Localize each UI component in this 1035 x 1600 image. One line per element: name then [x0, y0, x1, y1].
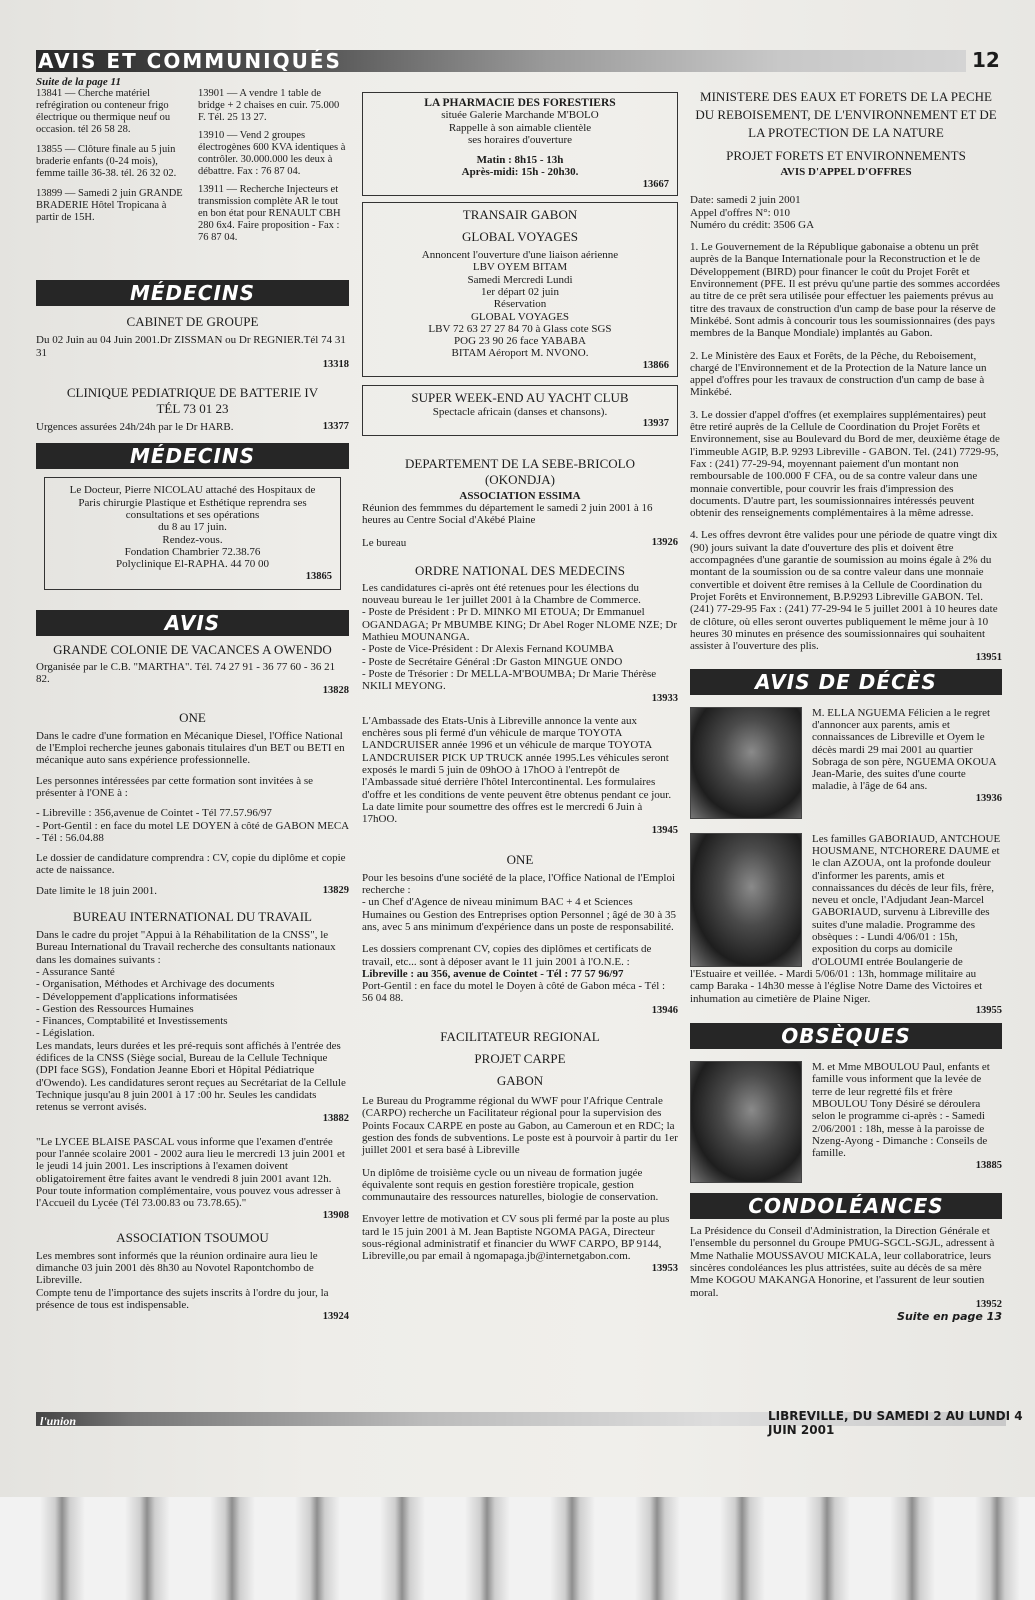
- transair-box: [362, 202, 678, 377]
- tsoumou-paragraph: Les membres sont informés que la réunion ordinaire aura lieu le dimanche 03 juin 2001 dès 8h30 au Novotel Rapontchombo de Libreville.: [36, 1249, 318, 1287]
- nicolau-line: Paris chirurgie Plastique et Esthétique reprendra ses: [78, 496, 307, 509]
- bit-item: - Finances, Comptabilité et Investissements: [36, 1015, 228, 1028]
- nicolau-line: consultations et ses opérations: [125, 509, 260, 522]
- carpe-paragraph: Le Bureau du Programme régional du WWF pour l'Afrique Centrale (CARPO) recherche un Facilitateur régional pour la supervision des Points Focaux CARPE en poste au Gabon, au Cameroun et en RDC; la gestion des fonds de subventions. Le poste est à pourvoir à partir du 1er juillet 2001 et sera basé à Libreville: [362, 1095, 678, 1157]
- condoleances-header: CONDOLÉANCES: [690, 1193, 1002, 1219]
- ref-number: 13937: [642, 418, 669, 430]
- projet-title: PROJET FORETS ET ENVIRONNEMENTS: [726, 148, 966, 163]
- page-number: 12: [972, 48, 1000, 72]
- classified-ad: 13841 — Cherche matériel refrégiration ou conteneur frigo électrique ou thermique neuf ou occasion. tél 26 58 28.: [36, 88, 171, 136]
- ordre-item: - Poste de Vice-Président : Dr Alexis Fernand KOUMBA: [362, 643, 615, 656]
- one2-paragraph: - un Chef d'Agence de niveau minimum BAC + 4 et Sciences Humaines ou Gestion des Entreprises option Personnel ; âgé de 30 à 35 ans, avec 5 ans minimum d'expérience dans un poste de responsabilité.: [362, 896, 677, 933]
- ref-number: 13377: [322, 421, 349, 433]
- transair-line: POG 23 90 26 face YABABA: [454, 335, 586, 348]
- section-title: AVIS ET COMMUNIQUÉS: [38, 49, 342, 73]
- classified-ad: 13855 — Clôture finale au 5 juin braderie enfants (0-24 mois), femme taille 36-38. tél. 26 32 02.: [36, 144, 177, 180]
- classifieds: [36, 88, 349, 280]
- one2-portgentil: Port-Gentil : en face du motel le Doyen à côté de Gabon méca - Tél : 56 04 88.: [362, 980, 666, 1005]
- deces-text: Les familles GABORIAUD, ANTCHOUE HOUSMANE, NTCHORERE DAUME et le clan AZOUA, ont la profonde douleur d'informer les parents, amis et connaissances du décès de leur fils, frère, neveu et oncle, l'Adjudant Jean-Marcel GABORIAUD, survenu à Libreville des suites d'une maladie. Programme des obsèques : - Lundi 4/06/01 : 15h, exposition du corps au domicile d'OLOUMI entrée Boulangerie de l'Estuaire et veillée. - Mardi 5/06/01 : 13h, hommage militaire au camp Baraka - 14h30 messe à l'église Notre Dame des Victoires et inhumation au cimetière de Plaine Niger.: [690, 832, 1001, 1005]
- column-3: [690, 88, 1002, 1324]
- transair-line: 1er départ 02 juin: [481, 285, 559, 298]
- carpe-paragraph: Un diplôme de troisième cycle ou un niveau de formation jugée équivalente sont requis en gestion forestière tropicale, gestion communautaire des ressources naturelles, biologie de conservation.: [362, 1166, 659, 1204]
- ref-number: 13908: [322, 1209, 349, 1221]
- nicolau-line: Le Docteur, Pierre NICOLAU attaché des Hospitaux de: [69, 484, 316, 497]
- yacht-text: Spectacle africain (danses et chansons).: [432, 406, 608, 419]
- transair-line: BITAM Aéroport M. NVONO.: [451, 347, 589, 360]
- carpe-title-3: GABON: [496, 1073, 544, 1089]
- aao-date: Date: samedi 2 juin 2001: [690, 194, 801, 207]
- aao-credit: Numéro du crédit: 3506 GA: [690, 218, 815, 231]
- carpe-paragraph: Envoyer lettre de motivation et CV sous pli fermé par la poste au plus tard le 15 juin 2001 à M. Jean Baptiste NGOMA PAGA, Directeur sous-régional administratif et financier du WWF CARPO, BP 9144, Libreville,ou par email à ngomapaga.jb@internetgabon.com.: [362, 1213, 670, 1263]
- yacht-title: SUPER WEEK-END AU YACHT CLUB: [411, 390, 629, 406]
- one-paragraph: Le dossier de candidature comprendra : CV, copie du diplôme et copie acte de naissance.: [36, 852, 346, 877]
- bit-title: BUREAU INTERNATIONAL DU TRAVAIL: [73, 909, 312, 925]
- scan-edge-band: [0, 1497, 1035, 1600]
- carpe-title-2: PROJET CARPE: [474, 1051, 566, 1067]
- aao-title: AVIS D'APPEL D'OFFRES: [780, 166, 912, 178]
- one2-title: ONE: [506, 851, 534, 867]
- ref-number: 13955: [975, 1004, 1002, 1016]
- nicolau-line: Polyclinique El-RAPHA. 44 70 00: [115, 558, 270, 571]
- ref-number: 13952: [975, 1298, 1002, 1310]
- one-paragraph: - Port-Gentil : en face du motel LE DOYEN à côté de GABON MECA - Tél : 56.04.88: [36, 819, 349, 844]
- medecins-header: MÉDECINS: [36, 280, 349, 306]
- ref-number: 13885: [975, 1159, 1002, 1171]
- sebe-title: DEPARTEMENT DE LA SEBE-BRICOLO: [405, 455, 635, 471]
- avis-header: AVIS: [36, 610, 349, 636]
- ordre-item: - Poste de Président : Pr D. MINKO MI ETOUA; Dr Emmanuel OGANDAGA; Pr MBUMBE KING; Dr Abel Roger NLOME NZE; Dr Mathieu MOUNANGA.: [362, 606, 678, 644]
- one-deadline: Date limite le 18 juin 2001.: [36, 884, 157, 897]
- bit-item: - Législation.: [36, 1027, 95, 1040]
- cabinet-title: CABINET DE GROUPE: [126, 314, 259, 330]
- lycee-text: "Le LYCEE BLAISE PASCAL vous informe que l'examen d'entrée pour l'année scolaire 2001 - 2002 aura lieu le mercredi 13 juin 2001 et le jeudi 14 juin 2001. Les inscriptions à l'examen doivent obligatoirement être faites avant le vendredi 8 juin 2001 avant 12h. Pour toute information complémentaire, vous pouvez vous adresser à l'Accueil du Lycée (Tél 73.00.83 ou 73.78.65).": [36, 1135, 345, 1210]
- ref-number: 13828: [322, 685, 349, 697]
- deces-text: M. ELLA NGUEMA Félicien a le regret d'annoncer aux parents, amis et connaissances de Libreville et Oyem le décès mardi 29 mai 2001 au quartier Sobraga de son père, NGUEMA OKOUA Jean-Marie, des suites d'une courte maladie, à l'âge de 64 ans.: [812, 706, 996, 793]
- aao-paragraph: 3. Le dossier d'appel d'offres (et exemplaires supplémentaires) peut être retiré auprès de la Cellule de Coordination du Projet Forêts et Environnement, sise au Boulevard du Bord de mer, deuxième étage de l'immeuble AGIP, B.P. 9293 Libreville - GABON. Tel. (241) 7729-95, Fax : (241) 77-29-94, moyennant paiement d'un montant non remboursable de 100.000 F CFA, ou de sa contre valeur dans une monnaie convertible, pour couvrir les frais d'impression des documents. D'autre part, les soumissionnaires intéressés peuvent obtenir des renseignements complémentaires à la même adresse.: [690, 408, 1000, 520]
- condoleances-text: La Présidence du Conseil d'Administration, la Direction Générale et l'ensemble du personnel du Groupe PMUG-SGCL-SGJL, adressent à Mme Nathalie MOUSSAVOU MICKALA, leur collaboratrice, leurs sincères condoléances les plus attristées, suite au décès de sa mère Mme KOGOU MAKANGA Honorine, et l'assurent de leur soutien moral.: [690, 1225, 995, 1299]
- column-1: [36, 76, 349, 1324]
- colonie-text: Organisée par le C.B. "MARTHA". Tél. 74 27 91 - 36 77 60 - 36 21 82.: [36, 660, 336, 686]
- pharmacie-line: située Galerie Marchande M'BOLO: [441, 109, 599, 122]
- ref-number: 13936: [975, 792, 1002, 804]
- ref-number: 13318: [322, 358, 349, 370]
- one-title: ONE: [179, 709, 206, 725]
- continued-next: Suite en page 13: [897, 1310, 1002, 1324]
- one-paragraph: - Libreville : 356,avenue de Cointet - Tél 77.57.96/97: [36, 807, 272, 820]
- ref-number: 13667: [642, 178, 669, 190]
- column-2: [362, 92, 678, 1275]
- aao-paragraph: 1. Le Gouvernement de la République gabonaise a obtenu un prêt auprès de la Banque Internationale pour la Reconstruction et le de Développement (BIRD) pour financer le coût du Projet Forêt et Environnement (PFE. Il est prévu qu'une partie des sommes accordées au titre de ce prêt sera utilisée pour effectuer les paiements prévus au titre des travaux de construction d'un camp de base pour la réserve de Minkébé. Sont admis à concourir tous les soumissionnaires (des pays membres de la Banque Mondiale) implantés au Gabon.: [690, 241, 1000, 340]
- ref-number: 13926: [651, 536, 678, 548]
- medecins-header: MÉDECINS: [36, 443, 349, 469]
- union-logo: l'union: [40, 1414, 77, 1428]
- transair-line: LBV OYEM BITAM: [472, 261, 568, 274]
- transair-line: Samedi Mercredi Lundi: [467, 273, 573, 286]
- ref-number: 13951: [975, 652, 1002, 664]
- obseques-header: OBSÈQUES: [690, 1023, 1002, 1049]
- one2-paragraph: Les dossiers comprenant CV, copies des diplômes et certificats de travail, etc... sont à déposer avant le 11 juin 2001 à l'O.N.E. :: [362, 943, 652, 968]
- classified-ad: 13911 — Recherche Injecteurs et transmission complète AR le tout en bon état pour RENAULT CBH 280 6x4. Faire proposition - Fax : 76 87 04.: [198, 184, 341, 244]
- ref-number: 13946: [651, 1004, 678, 1016]
- clinique-text: Urgences assurées 24h/24h par le Dr HARB.: [36, 421, 234, 434]
- ref-number: 13924: [322, 1311, 349, 1323]
- one2-libreville: Libreville : au 356, avenue de Cointet - Tél : 77 57 96/97: [362, 967, 624, 980]
- pharmacie-apres-midi: Après-midi: 15h - 20h30.: [461, 166, 579, 179]
- aao-number: Appel d'offres N°: 010: [690, 206, 790, 219]
- ref-number: 13866: [642, 359, 669, 371]
- carpe-title: FACILITATEUR REGIONAL: [440, 1029, 600, 1045]
- ordre-title: ORDRE NATIONAL DES MEDECINS: [414, 562, 626, 578]
- clinique-tel: TÉL 73 01 23: [156, 401, 229, 417]
- continued-note: Suite de la page 11: [36, 76, 121, 88]
- bit-paragraph: Dans le cadre du projet "Appui à la Réhabilitation de la CNSS", le Bureau International du Travail recherche des consultants nationaux dans les domaines suivants :: [36, 929, 336, 966]
- pharmacie-line: Rappelle à son aimable clientèle: [448, 121, 592, 134]
- transair-line: Annoncent l'ouverture d'une liaison aérienne: [421, 249, 619, 262]
- sebe-signature: Le bureau: [362, 536, 407, 549]
- sebe-title-2: (OKONDJA): [484, 471, 556, 487]
- classified-ad: 13910 — Vend 2 groupes électrogènes 600 KVA identiques à contrôler. 30.000.000 les deux à débattre. Fax : 76 87 04.: [198, 130, 346, 178]
- ref-number: 13945: [651, 825, 678, 837]
- bit-paragraph: Les mandats, leurs durées et les pré-requis sont affichés à l'entrée des édifices de la CNSS (Siège social, Bureau de la Cellule Technique (DPI face SGS), Fondation Jeanne Ebori et Hôpital Pédiatrique d'Owendo). Les candidatures seront reçues au Secrétariat de la Cellule Technique jusqu'au 8 juin 2001 à 17 :00 hr. Seules les candidats retenus se verront avisés.: [36, 1039, 346, 1114]
- bit-item: - Gestion des Ressources Humaines: [36, 1002, 194, 1015]
- nicolau-line: du 8 au 17 juin.: [158, 521, 227, 534]
- one2-paragraph: Pour les besoins d'une société de la place, l'Office National de l'Emploi recherche :: [362, 871, 676, 897]
- tsoumou-title: ASSOCIATION TSOUMOU: [116, 1229, 269, 1245]
- ambassade-text: L'Ambassade des Etats-Unis à Libreville annonce la vente aux enchères sous pli fermé d'un véhicule de marque TOYOTA LANDCRUISER année 1996 et un véhicule de marque TOYOTA LANDCRUISER PICK UP TRUCK année 1995.Les véhicules seront exposés le mardi 5 juin de 09hOO à 17hOO à l'entrepôt de l'Ambassade situé derrière l'hôtel Intercontinental. Les formulaires d'offre et les conditions de vente peuvent être obtenus pendant ce jour. La date limite pour soumettre des offres est le mercredi 6 Juin à 17hOO.: [362, 714, 672, 826]
- ref-number: 13829: [322, 884, 349, 896]
- ref-number: 13953: [651, 1262, 678, 1274]
- tsoumou-paragraph: Compte tenu de l'importance des sujets inscrits à l'ordre du jour, la présence de tous est indispensable.: [36, 1286, 329, 1312]
- classified-ad: 13899 — Samedi 2 juin GRANDE BRADERIE Hôtel Tropicana à partir de 15H.: [36, 188, 183, 224]
- transair-line: LBV 72 63 27 27 84 70 à Glass cote SGS: [428, 322, 612, 335]
- transair-line: GLOBAL VOYAGES: [470, 310, 570, 323]
- nicolau-line: Rendez-vous.: [162, 533, 223, 546]
- pharmacie-box: [362, 92, 678, 196]
- bit-item: - Assurance Santé: [36, 965, 115, 978]
- portrait-photo: [690, 833, 802, 967]
- sebe-text: Réunion des femmmes du département le samedi 2 juin 2001 à 16 heures au Centre Social d'Akébé Plaine: [362, 501, 653, 527]
- dateline: LIBREVILLE, DU SAMEDI 2 AU LUNDI 4 JUIN 2001: [768, 1409, 1023, 1437]
- portrait-photo: [690, 707, 802, 819]
- nicolau-box: [44, 477, 341, 589]
- obseques-text: M. et Mme MBOULOU Paul, enfants et famille vous informent que la levée de terre de leur regretté fils et frère MBOULOU Tony Désiré se déroulera selon le programme ci-après : - Samedi 2/06/2001 : 18h, messe à la paroisse de Nzeng-Ayong - Dimanche : Conseils de famille.: [812, 1061, 990, 1160]
- bit-item: - Organisation, Méthodes et Archivage des documents: [36, 978, 275, 991]
- ref-number: 13933: [651, 692, 678, 704]
- classified-ad: 13901 — A vendre 1 table de bridge + 2 chaises en cuir. 75.000 F. Tél. 25 13 27.: [198, 88, 340, 124]
- ref-number: 13882: [322, 1113, 349, 1125]
- aao-paragraph: 2. Le Ministère des Eaux et Forêts, de la Pêche, du Reboisement, chargé de l'Environnement et de la Protection de la Nature lance un appel d'offres pour les travaux de construction d'un camp de base à Minkébé.: [690, 349, 987, 399]
- bit-item: - Développement d'applications informatisées: [36, 990, 238, 1003]
- one-paragraph: Les personnes intéressées par cette formation sont invitées à se présenter à l'ONE à :: [36, 774, 314, 799]
- clinique-title: CLINIQUE PEDIATRIQUE DE BATTERIE IV: [66, 385, 319, 401]
- ordre-paragraph: Les candidatures ci-après ont été retenues pour les élections du nouveau bureau le 1er juillet 2001 à la Chambre de Commerce.: [362, 581, 641, 607]
- ordre-item: - Poste de Trésorier : Dr MELLA-M'BOUMBA; Dr Marie Thérèse NKILI MEYONG.: [362, 667, 657, 693]
- pharmacie-line: ses horaires d'ouverture: [467, 133, 572, 146]
- ministere-title: MINISTERE DES EAUX ET FORETS DE LA PECHE DU REBOISEMENT, DE L'ENVIRONNEMENT ET DE LA PROTECTION DE LA NATURE: [695, 89, 997, 140]
- deces-header: AVIS DE DÉCÈS: [690, 669, 1002, 695]
- transair-title: TRANSAIR GABON: [462, 207, 578, 223]
- cabinet-text: Du 02 Juin au 04 Juin 2001.Dr ZISSMAN ou Dr REGNIER.Tél 74 31 31: [36, 334, 346, 359]
- ordre-item: - Poste de Secrétaire Général :Dr Gaston MINGUE ONDO: [362, 655, 623, 668]
- yacht-box: [362, 385, 678, 436]
- transair-line: Réservation: [493, 298, 547, 311]
- sebe-subtitle: ASSOCIATION ESSIMA: [459, 489, 581, 502]
- aao-paragraph: 4. Les offres devront être valides pour une période de quatre vingt dix (90) jours suivant la date d'ouverture des plis et doivent être accompagnées d'une garantie de soumission au moins égale à 2% du montant de la soumission ou de sa contre valeur dans une monnaie convertible et doivent être remises à la Cellule de Coordination du Projet Forêts et Environnement, B.P.9293 Libreville GABON. Tel. (241) 77-29-95 Fax : (241) 77-29-94 le 5 juillet 2001 à 10 heures date de clôture, où elles seront ouvertes publiquement le même jour à 10 heures 30 minutes en présence des soumissionnaires qui souhaitent assister à l'ouverture des plis.: [690, 529, 998, 653]
- transair-subtitle: GLOBAL VOYAGES: [462, 229, 578, 245]
- ref-number: 13865: [305, 570, 332, 582]
- pharmacie-title: LA PHARMACIE DES FORESTIERS: [424, 97, 616, 109]
- nicolau-line: Fondation Chambrier 72.38.76: [124, 545, 261, 558]
- portrait-photo: [690, 1061, 802, 1183]
- one-paragraph: Dans le cadre d'une formation en Mécanique Diesel, l'Office National de l'Emploi recherche jeunes gabonais titulaires d'un BET ou BETI en mécanique auto sans expérience professionnelle.: [36, 729, 345, 767]
- pharmacie-matin: Matin : 8h15 - 13h: [476, 154, 564, 167]
- colonie-title: GRANDE COLONIE DE VACANCES A OWENDO: [53, 641, 332, 657]
